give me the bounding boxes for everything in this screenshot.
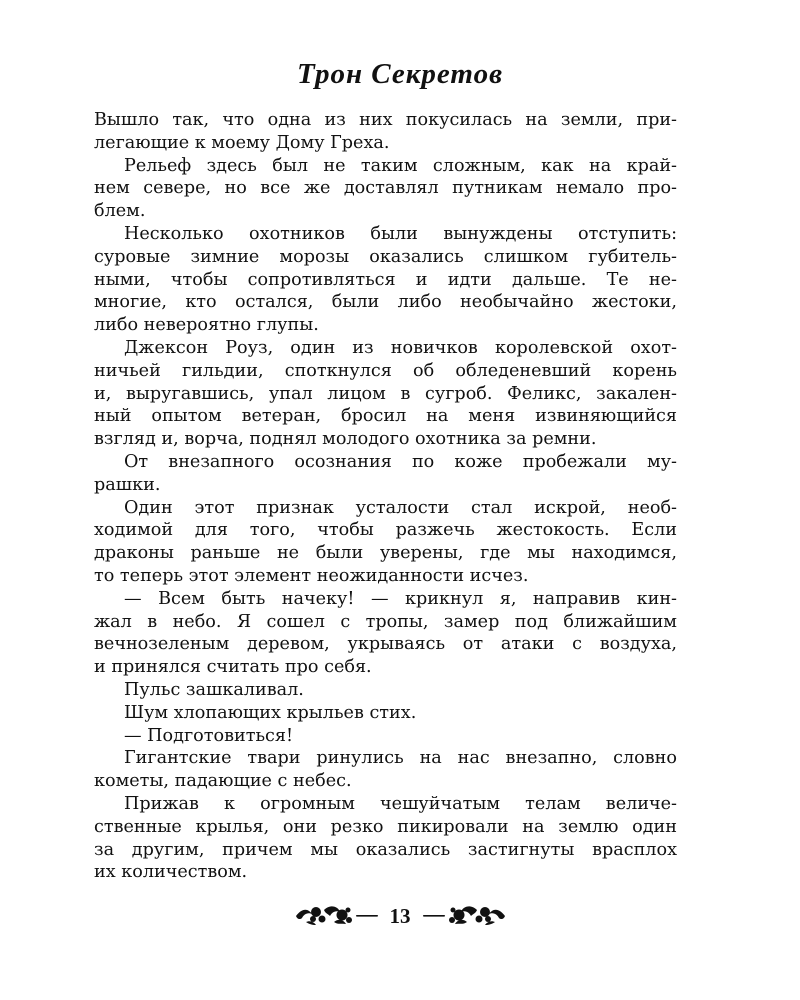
text-line: нем севере, но все же доставлял путникам немало про- (94, 178, 677, 199)
text-line: Шум хлопающих крыльев стих. (124, 702, 417, 723)
text-line: ходимой для того, чтобы разжечь жестокость. Если (94, 520, 677, 541)
text-line: блем. (94, 201, 146, 222)
text-line: Несколько охотников были вынуждены отступить: (124, 223, 677, 244)
text-line: Гигантские твари ринулись на нас внезапно, словно (124, 748, 677, 769)
text-line: Вышло так, что одна из них покусилась на земли, при- (94, 110, 677, 130)
text-line: Пульс зашкаливал. (124, 679, 304, 700)
text-line: Прижав к огромным чешуйчатым телам величе- (124, 793, 677, 814)
text-line: ничьей гильдии, споткнулся об обледеневший корень (94, 360, 677, 381)
text-line: вечнозеленым деревом, укрываясь от атаки с воздуха, (94, 634, 677, 655)
page-number: 13 (389, 903, 411, 928)
text-line: Джексон Роуз, один из новичков королевской охот- (124, 337, 677, 358)
floral-ornament-right-icon (421, 902, 507, 930)
text-line: ственные крылья, они резко пикировали на землю один (94, 816, 677, 837)
text-line: — Всем быть начеку! — крикнул я, направив кин- (124, 588, 677, 609)
text-line: жал в небо. Я сошел с тропы, замер под ближайшим (94, 611, 677, 632)
text-line: Рельеф здесь был не таким сложным, как на край- (124, 155, 677, 176)
floral-ornament-left-icon (294, 902, 380, 930)
text-line: их количеством. (94, 862, 248, 883)
text-line: то теперь этот элемент неожиданности исчез. (94, 565, 529, 586)
text-line: легающие к моему Дому Греха. (94, 132, 390, 153)
page-title: Трон Секретов (296, 58, 504, 90)
text-line: ными, чтобы сопротивляться и идти дальше. Те не- (94, 269, 677, 290)
text-line: за другим, причем мы оказались застигнуты врасплох (94, 839, 677, 860)
text-line: либо невероятно глупы. (94, 315, 319, 336)
text-line: Один этот признак усталости стал искрой, необ- (124, 497, 677, 518)
page-footer (0, 898, 800, 934)
text-line: кометы, падающие с небес. (94, 771, 352, 792)
body-text (94, 109, 677, 884)
text-line: взгляд и, ворча, поднял молодого охотника за ремни. (94, 429, 597, 450)
text-line: ный опытом ветеран, бросил на меня извиняющийся (94, 406, 677, 427)
text-line: От внезапного осознания по коже пробежали му- (124, 451, 677, 472)
text-line: — Подготовиться! (124, 725, 294, 746)
text-line: драконы раньше не были уверены, где мы находимся, (94, 543, 677, 564)
text-line: и принялся считать про себя. (94, 657, 372, 678)
text-line: рашки. (94, 474, 161, 495)
text-line: многие, кто остался, были либо необычайно жестоки, (94, 292, 677, 313)
text-line: суровые зимние морозы оказались слишком губитель- (94, 246, 677, 267)
text-line: и, выругавшись, упал лицом в сугроб. Феликс, закален- (94, 383, 677, 404)
